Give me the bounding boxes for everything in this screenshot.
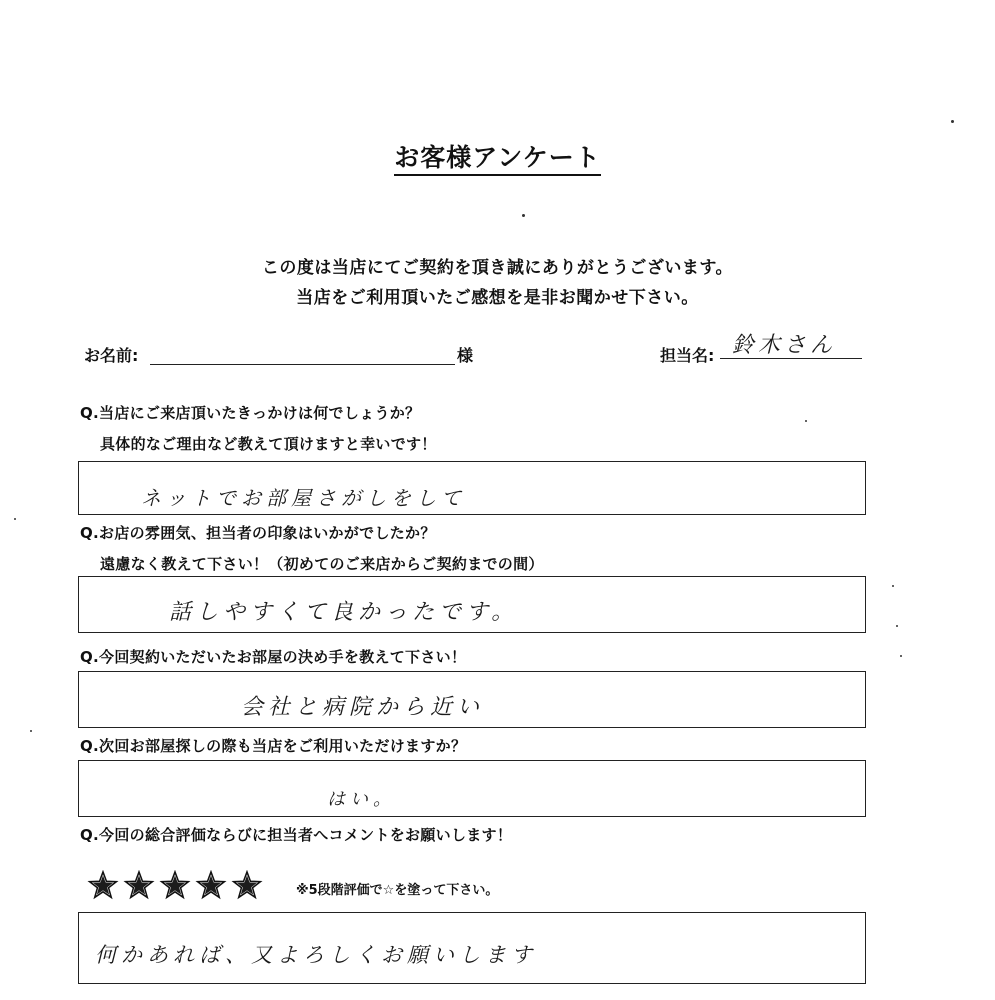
question-1-line-2: 具体的なご理由など教えて頂けますと幸いです！ <box>100 435 437 453</box>
scan-speck <box>951 120 954 123</box>
rating-stars <box>86 870 264 900</box>
question-2-line-1: Q.お店の雰囲気、担当者の印象はいかがでしたか？ <box>80 524 436 542</box>
answer-box-1[interactable] <box>78 461 866 515</box>
scan-speck <box>522 214 525 217</box>
scan-speck <box>30 730 32 732</box>
star-filled-icon[interactable] <box>86 870 120 900</box>
intro-line-1: この度は当店にてご契約を頂き誠にありがとうございます。 <box>261 258 734 278</box>
name-suffix: 様 <box>457 346 474 365</box>
star-filled-icon[interactable] <box>194 870 228 900</box>
star-filled-icon[interactable] <box>122 870 156 900</box>
answer-2-text: 話しやすくて良かったです。 <box>169 600 519 625</box>
answer-3-text: 会社と病院から近い <box>241 695 485 720</box>
question-5-line-1: Q.今回の総合評価ならびに担当者へコメントをお願いします！ <box>80 826 513 844</box>
answer-box-5[interactable] <box>78 912 866 984</box>
scan-speck <box>900 655 902 657</box>
question-2-line-2: 遠慮なく教えて下さい！（初めてのご来店からご契約までの間） <box>100 555 544 573</box>
staff-value: 鈴木さん <box>732 333 837 358</box>
answer-5-text: 何かあれば、又よろしくお願いします <box>95 943 537 967</box>
survey-title <box>0 138 995 174</box>
survey-title-text: お客様アンケート <box>394 143 601 176</box>
name-field[interactable] <box>150 364 455 365</box>
scan-speck <box>892 585 894 587</box>
staff-label: 担当名: <box>660 346 715 365</box>
answer-box-3[interactable] <box>78 671 866 728</box>
star-filled-icon[interactable] <box>158 870 192 900</box>
rating-instruction: ※5段階評価で☆を塗って下さい。 <box>296 883 499 898</box>
scan-speck <box>896 625 898 627</box>
answer-box-2[interactable] <box>78 576 866 633</box>
question-1-line-1: Q.当店にご来店頂いたきっかけは何でしょうか？ <box>80 404 421 422</box>
answer-4-text: はい。 <box>327 789 396 810</box>
star-filled-icon[interactable] <box>230 870 264 900</box>
question-3-line-1: Q.今回契約いただいたお部屋の決め手を教えて下さい！ <box>80 648 467 666</box>
answer-1-text: ネットでお部屋さがしをして <box>141 486 466 510</box>
answer-box-4[interactable] <box>78 760 866 817</box>
intro-line-2: 当店をご利用頂いたご感想を是非お聞かせ下さい。 <box>296 288 699 308</box>
scan-speck <box>805 420 807 422</box>
question-4-line-1: Q.次回お部屋探しの際も当店をご利用いただけますか？ <box>80 737 467 755</box>
scan-speck <box>14 518 16 520</box>
name-label: お名前: <box>84 346 139 365</box>
